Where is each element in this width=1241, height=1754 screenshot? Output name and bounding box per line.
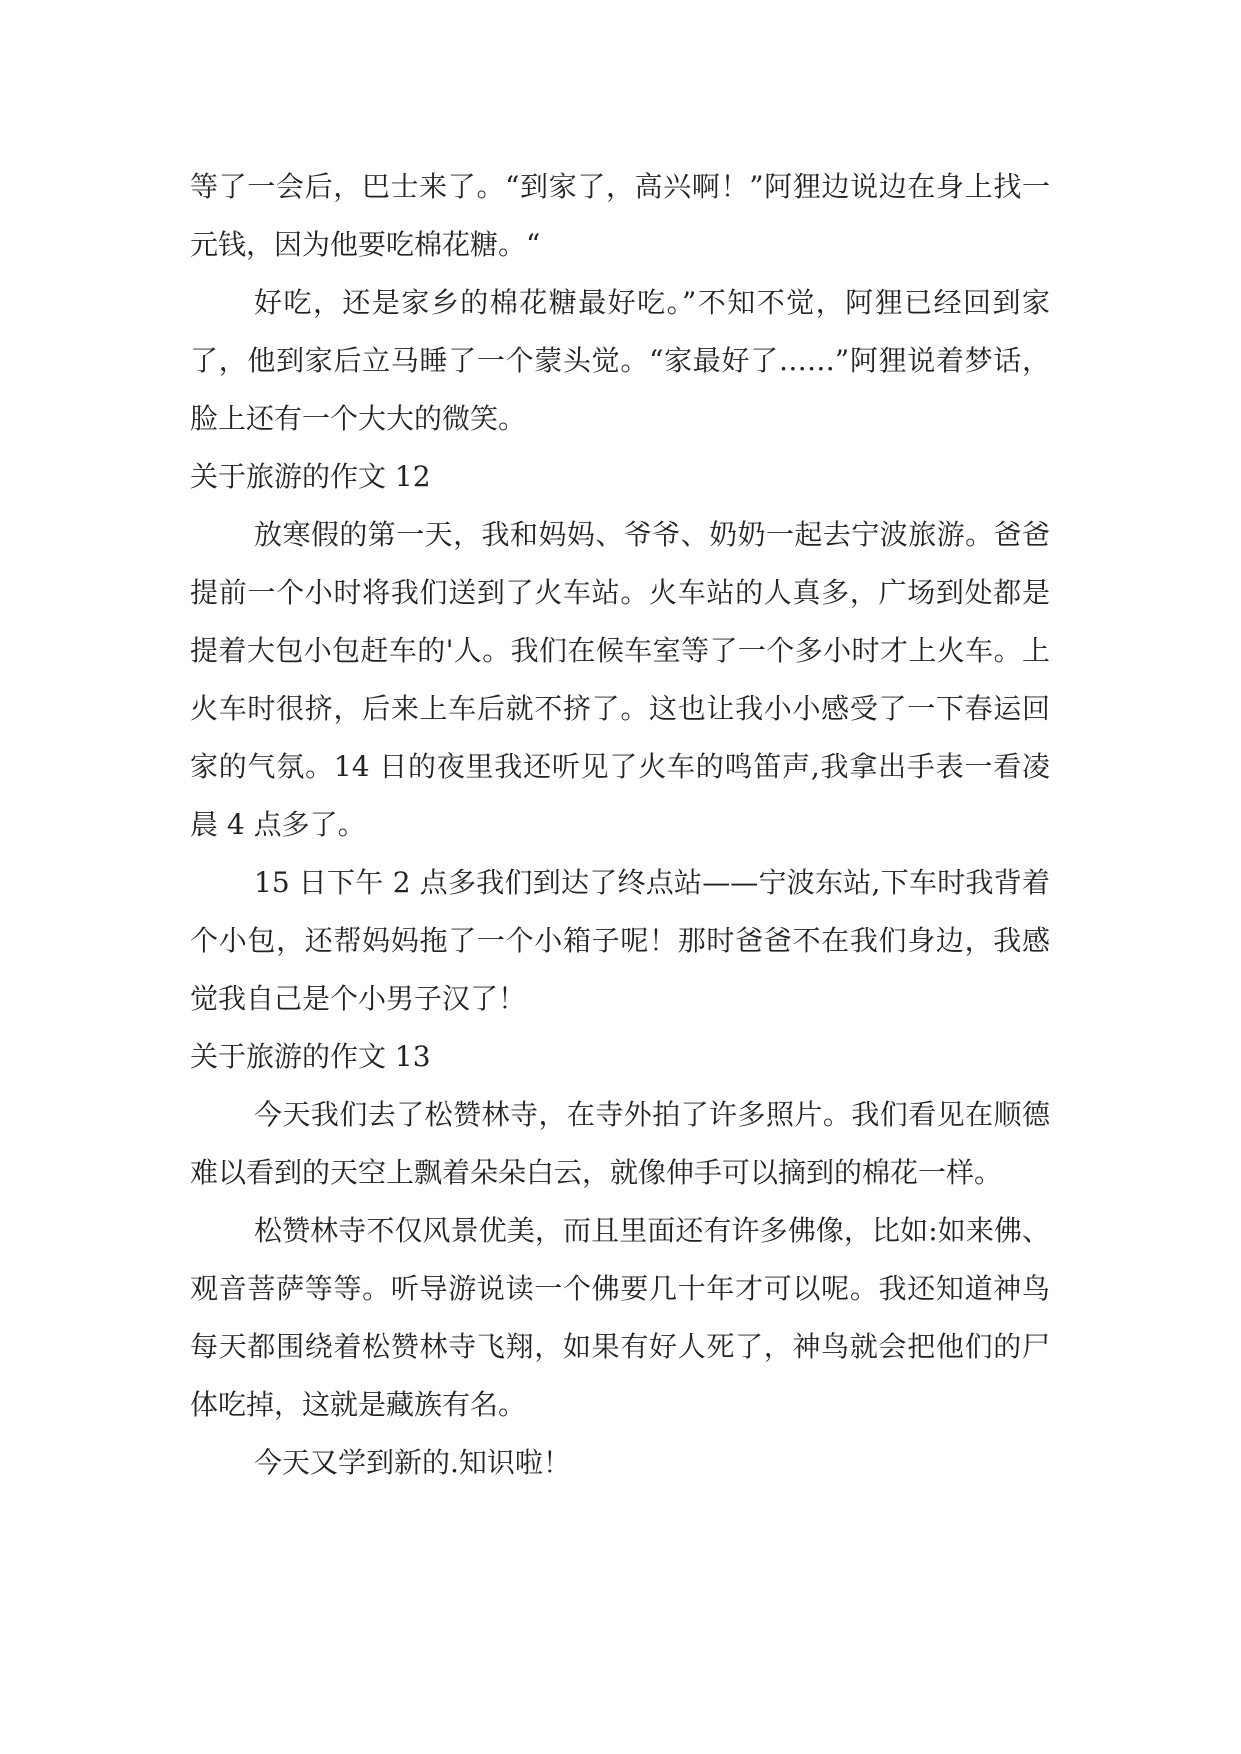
paragraph: 今天又学到新的.知识啦！ bbox=[254, 1446, 571, 1479]
paragraph: 好吃，还是家乡的棉花糖最好吃。”不知不觉，阿狸已经回到家了，他到家后立马睡了一个蒙头觉。“家最好了……”阿狸说着梦话，脸上还有一个大大的微笑。 bbox=[190, 286, 1050, 435]
paragraph: 今天我们去了松赞林寺，在寺外拍了许多照片。我们看见在顺德难以看到的天空上飘着朵朵白云，就像伸手可以摘到的棉花一样。 bbox=[190, 1098, 1050, 1189]
essay-heading: 关于旅游的作文 13 bbox=[190, 1040, 431, 1073]
paragraph: 放寒假的第一天，我和妈妈、爷爷、奶奶一起去宁波旅游。爸爸提前一个小时将我们送到了火车站。火车站的人真多，广场到处都是提着大包小包赶车的'人。我们在候车室等了一个多小时才上火车。上火车时很挤，后来上车后就不挤了。这也让我小小感受了一下春运回家的气氛。14 日的夜里我还听见了火车的鸣笛声,我拿出手表一看凌晨 4 点多了。 bbox=[190, 518, 1050, 841]
document-body bbox=[190, 158, 1050, 1492]
paragraph: 松赞林寺不仅风景优美，而且里面还有许多佛像，比如:如来佛、观音菩萨等等。听导游说读一个佛要几十年才可以呢。我还知道神鸟每天都围绕着松赞林寺飞翔，如果有好人死了，神鸟就会把他们的尸体吃掉，这就是藏族有名。 bbox=[190, 1214, 1050, 1421]
paragraph: 15 日下午 2 点多我们到达了终点站——宁波东站,下车时我背着个小包，还帮妈妈拖了一个小箱子呢！那时爸爸不在我们身边，我感觉我自己是个小男子汉了！ bbox=[190, 866, 1050, 1015]
paragraph: 等了一会后，巴士来了。“到家了，高兴啊！”阿狸边说边在身上找一元钱，因为他要吃棉花糖。“ bbox=[190, 170, 1050, 261]
essay-heading: 关于旅游的作文 12 bbox=[190, 460, 431, 493]
